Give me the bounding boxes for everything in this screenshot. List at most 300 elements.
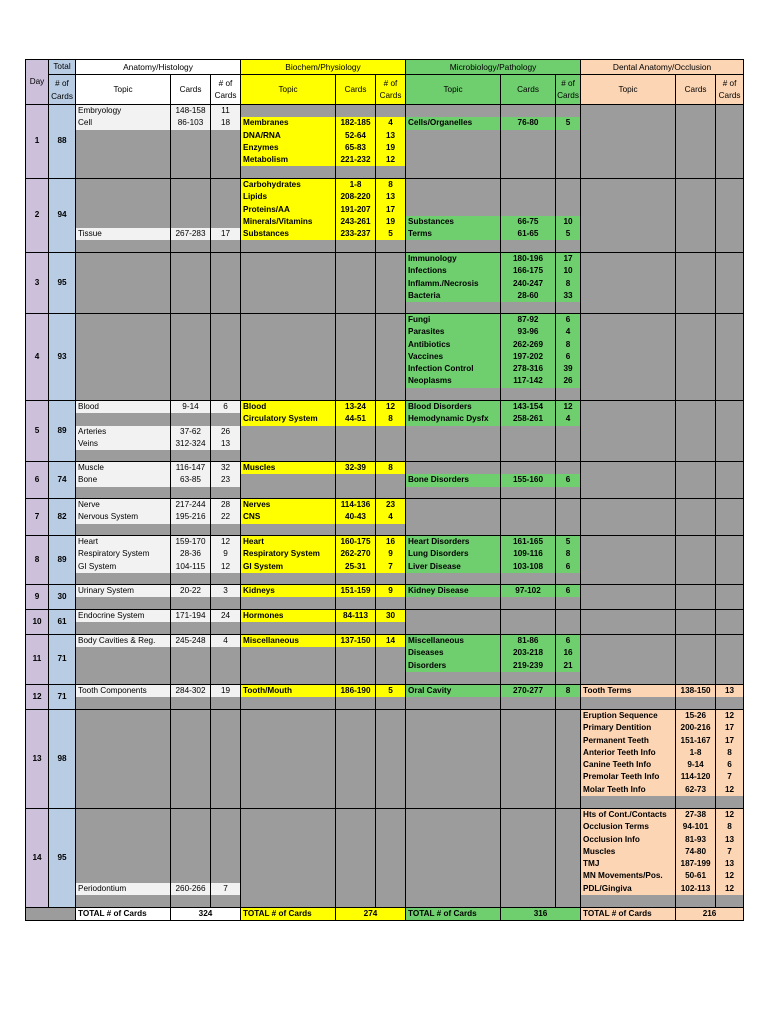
topic-cell — [581, 809, 676, 908]
entry-text: Immunology — [406, 253, 500, 265]
day-row — [26, 253, 744, 314]
entry-text: 9-14 — [676, 759, 715, 771]
day-total-cards: 89 — [49, 536, 76, 585]
empty-slot — [376, 351, 405, 363]
empty-slot — [241, 784, 335, 796]
empty-slot — [171, 154, 210, 166]
topic-cell — [241, 536, 336, 585]
empty-slot — [716, 610, 743, 622]
empty-slot — [241, 363, 335, 375]
empty-slot — [76, 191, 170, 203]
entry-text: Endocrine System — [76, 610, 170, 622]
empty-slot — [716, 265, 743, 277]
empty-slot — [376, 660, 405, 672]
cards-range-cell — [171, 585, 211, 610]
topic-cell — [241, 710, 336, 809]
empty-slot — [76, 759, 170, 771]
entry-text: 62-73 — [676, 784, 715, 796]
entry-text: Substances — [406, 216, 500, 228]
entry-text: 28-36 — [171, 548, 210, 560]
day-number: 4 — [26, 314, 49, 401]
entry-text: GI System — [76, 561, 170, 573]
empty-slot — [676, 363, 715, 375]
empty-slot — [556, 834, 580, 846]
entry-text: 26 — [556, 375, 580, 387]
empty-slot — [501, 722, 555, 734]
empty-slot — [376, 883, 405, 895]
empty-slot — [581, 660, 675, 672]
empty-slot — [556, 722, 580, 734]
empty-slot — [556, 759, 580, 771]
empty-slot — [676, 105, 715, 117]
empty-slot — [336, 834, 375, 846]
entry-text: Permanent Teeth — [581, 735, 675, 747]
entry-text: 4 — [376, 511, 405, 523]
day-total-cards: 93 — [49, 314, 76, 401]
card-count-cell — [716, 253, 744, 314]
empty-slot — [406, 426, 500, 438]
card-count-cell — [556, 710, 581, 809]
empty-slot — [406, 771, 500, 783]
empty-slot — [676, 290, 715, 302]
empty-slot — [211, 660, 240, 672]
entry-text: 12 — [376, 154, 405, 166]
topic-cell — [581, 253, 676, 314]
empty-slot — [241, 710, 335, 722]
entry-text: 138-150 — [676, 685, 715, 697]
cards-range-cell — [336, 462, 376, 499]
empty-slot — [336, 784, 375, 796]
entry-text: 19 — [211, 685, 240, 697]
empty-slot — [376, 858, 405, 870]
cards-range-cell — [171, 610, 211, 635]
empty-slot — [211, 846, 240, 858]
entry-text: Anterior Teeth Info — [581, 747, 675, 759]
entry-text: DNA/RNA — [241, 130, 335, 142]
empty-slot — [676, 351, 715, 363]
cards-range-cell — [336, 401, 376, 462]
entry-text: 5 — [556, 228, 580, 240]
empty-slot — [376, 278, 405, 290]
day-total-cards: 71 — [49, 685, 76, 710]
empty-slot — [581, 647, 675, 659]
entry-text: 7 — [376, 561, 405, 573]
entry-text: 260-266 — [171, 883, 210, 895]
card-count-cell — [716, 105, 744, 179]
col-header-cards: Cards — [676, 75, 716, 105]
entry-text: 171-194 — [171, 610, 210, 622]
cards-range-cell — [676, 314, 716, 401]
empty-slot — [406, 710, 500, 722]
empty-slot — [241, 771, 335, 783]
empty-slot — [241, 253, 335, 265]
empty-slot — [171, 759, 210, 771]
empty-slot — [76, 735, 170, 747]
empty-slot — [676, 278, 715, 290]
empty-slot — [676, 561, 715, 573]
day-total-cards: 82 — [49, 499, 76, 536]
total-label: TOTAL # of Cards — [406, 908, 501, 921]
empty-slot — [716, 536, 743, 548]
entry-text: Inflamm./Necrosis — [406, 278, 500, 290]
cards-range-cell — [171, 179, 211, 253]
empty-slot — [556, 870, 580, 882]
empty-slot — [336, 438, 375, 450]
empty-slot — [501, 834, 555, 846]
entry-text: 159-170 — [171, 536, 210, 548]
day-row — [26, 685, 744, 710]
entry-text: 6 — [556, 585, 580, 597]
entry-text: 10 — [556, 216, 580, 228]
empty-slot — [376, 314, 405, 326]
entry-text: Hts of Cont./Contacts — [581, 809, 675, 821]
topic-cell — [406, 462, 501, 499]
empty-slot — [76, 179, 170, 191]
empty-slot — [211, 363, 240, 375]
entry-text: CNS — [241, 511, 335, 523]
empty-slot — [376, 747, 405, 759]
empty-slot — [716, 117, 743, 129]
empty-slot — [406, 154, 500, 166]
empty-slot — [581, 351, 675, 363]
empty-slot — [376, 339, 405, 351]
entry-text: 12 — [556, 401, 580, 413]
topic-cell — [76, 401, 171, 462]
col-header-num-cards: # of Cards — [716, 75, 744, 105]
entry-text: Nervous System — [76, 511, 170, 523]
empty-slot — [581, 511, 675, 523]
empty-slot — [211, 265, 240, 277]
topic-cell — [241, 462, 336, 499]
entry-text: 1-8 — [676, 747, 715, 759]
empty-slot — [76, 870, 170, 882]
empty-slot — [406, 846, 500, 858]
empty-slot — [716, 339, 743, 351]
entry-text: Hemodynamic Dysfx — [406, 413, 500, 425]
empty-slot — [581, 561, 675, 573]
study-schedule-table — [25, 59, 744, 921]
entry-text: 76-80 — [501, 117, 555, 129]
empty-slot — [171, 375, 210, 387]
entry-text: Circulatory System — [241, 413, 335, 425]
empty-slot — [211, 278, 240, 290]
card-count-cell — [211, 635, 241, 685]
empty-slot — [581, 216, 675, 228]
empty-slot — [716, 474, 743, 486]
empty-slot — [676, 413, 715, 425]
day-number: 5 — [26, 401, 49, 462]
empty-slot — [336, 759, 375, 771]
cards-range-cell — [501, 809, 556, 908]
empty-slot — [676, 462, 715, 474]
total-value: 316 — [501, 908, 581, 921]
empty-slot — [336, 858, 375, 870]
topic-cell — [76, 710, 171, 809]
empty-slot — [676, 130, 715, 142]
empty-slot — [336, 809, 375, 821]
day-number: 2 — [26, 179, 49, 253]
topic-cell — [241, 314, 336, 401]
day-row — [26, 536, 744, 585]
day-row — [26, 462, 744, 499]
empty-slot — [716, 326, 743, 338]
entry-text: Metabolism — [241, 154, 335, 166]
empty-slot — [581, 401, 675, 413]
empty-slot — [581, 130, 675, 142]
topic-cell — [581, 635, 676, 685]
entry-text: 8 — [556, 548, 580, 560]
empty-slot — [211, 130, 240, 142]
cards-range-cell — [171, 314, 211, 401]
empty-slot — [406, 784, 500, 796]
empty-slot — [676, 228, 715, 240]
entry-text: 195-216 — [171, 511, 210, 523]
topic-cell — [241, 685, 336, 710]
empty-slot — [716, 413, 743, 425]
entry-text: 65-83 — [336, 142, 375, 154]
card-count-cell — [211, 809, 241, 908]
day-number: 10 — [26, 610, 49, 635]
empty-slot — [171, 660, 210, 672]
col-header-num-cards: # of Cards — [556, 75, 581, 105]
empty-slot — [336, 278, 375, 290]
entry-text: Neoplasms — [406, 375, 500, 387]
empty-slot — [171, 278, 210, 290]
empty-slot — [581, 610, 675, 622]
empty-slot — [676, 154, 715, 166]
empty-slot — [171, 216, 210, 228]
empty-slot — [241, 870, 335, 882]
entry-text: Proteins/AA — [241, 204, 335, 216]
cards-range-cell — [501, 536, 556, 585]
entry-text: Kidney Disease — [406, 585, 500, 597]
col-header-num-cards: # of Cards — [211, 75, 241, 105]
topic-cell — [76, 462, 171, 499]
empty-slot — [501, 438, 555, 450]
empty-slot — [501, 759, 555, 771]
card-count-cell — [211, 499, 241, 536]
empty-slot — [211, 784, 240, 796]
total-label: TOTAL # of Cards — [241, 908, 336, 921]
entry-text: 74-80 — [676, 846, 715, 858]
empty-slot — [171, 204, 210, 216]
empty-slot — [211, 375, 240, 387]
card-count-cell — [376, 635, 406, 685]
topic-cell — [406, 536, 501, 585]
totals-row — [26, 908, 744, 921]
empty-slot — [556, 846, 580, 858]
entry-text: Vaccines — [406, 351, 500, 363]
empty-slot — [376, 375, 405, 387]
empty-slot — [241, 858, 335, 870]
empty-slot — [171, 265, 210, 277]
empty-slot — [76, 154, 170, 166]
empty-slot — [76, 660, 170, 672]
cards-range-cell — [336, 179, 376, 253]
empty-slot — [76, 265, 170, 277]
empty-slot — [716, 228, 743, 240]
topic-cell — [76, 685, 171, 710]
empty-slot — [376, 722, 405, 734]
empty-slot — [241, 265, 335, 277]
empty-slot — [171, 784, 210, 796]
entry-text: 23 — [211, 474, 240, 486]
entry-text: 5 — [556, 536, 580, 548]
empty-slot — [241, 474, 335, 486]
empty-slot — [336, 474, 375, 486]
empty-slot — [76, 351, 170, 363]
entry-text: 3 — [211, 585, 240, 597]
entry-text: 262-270 — [336, 548, 375, 560]
empty-slot — [501, 747, 555, 759]
card-count-cell — [716, 179, 744, 253]
entry-text: Muscle — [76, 462, 170, 474]
empty-slot — [501, 426, 555, 438]
card-count-cell — [376, 499, 406, 536]
empty-slot — [716, 499, 743, 511]
topic-cell — [581, 179, 676, 253]
empty-slot — [241, 438, 335, 450]
entry-text: Embryology — [76, 105, 170, 117]
empty-slot — [676, 375, 715, 387]
empty-slot — [406, 735, 500, 747]
entry-text: Enzymes — [241, 142, 335, 154]
entry-text: Miscellaneous — [406, 635, 500, 647]
empty-slot — [171, 363, 210, 375]
entry-text: 9 — [211, 548, 240, 560]
empty-slot — [556, 179, 580, 191]
card-count-cell — [556, 585, 581, 610]
topic-cell — [76, 635, 171, 685]
empty-slot — [406, 722, 500, 734]
empty-slot — [501, 179, 555, 191]
empty-slot — [716, 130, 743, 142]
empty-slot — [676, 426, 715, 438]
empty-slot — [556, 511, 580, 523]
entry-text: 6 — [716, 759, 743, 771]
entry-text: 208-220 — [336, 191, 375, 203]
empty-slot — [676, 191, 715, 203]
col-header-cards: Cards — [171, 75, 211, 105]
empty-slot — [716, 438, 743, 450]
entry-text: 28 — [211, 499, 240, 511]
entry-text: 8 — [556, 339, 580, 351]
empty-slot — [336, 722, 375, 734]
day-total-cards: 88 — [49, 105, 76, 179]
card-count-cell — [716, 685, 744, 710]
entry-text: 37-62 — [171, 426, 210, 438]
empty-slot — [171, 771, 210, 783]
cards-range-cell — [501, 462, 556, 499]
entry-text: 30 — [376, 610, 405, 622]
empty-slot — [716, 375, 743, 387]
cards-range-cell — [171, 105, 211, 179]
entry-text: 86-103 — [171, 117, 210, 129]
entry-text: Respiratory System — [241, 548, 335, 560]
entry-text: 186-190 — [336, 685, 375, 697]
empty-slot — [171, 846, 210, 858]
empty-slot — [716, 426, 743, 438]
empty-slot — [581, 265, 675, 277]
card-count-cell — [211, 253, 241, 314]
empty-slot — [76, 784, 170, 796]
entry-text: 240-247 — [501, 278, 555, 290]
empty-slot — [716, 363, 743, 375]
entry-text: 191-207 — [336, 204, 375, 216]
col-header-cards: Cards — [336, 75, 376, 105]
empty-slot — [676, 660, 715, 672]
empty-slot — [556, 771, 580, 783]
empty-slot — [406, 858, 500, 870]
empty-slot — [716, 401, 743, 413]
empty-slot — [241, 314, 335, 326]
card-count-cell — [211, 536, 241, 585]
col-header-topic: Topic — [241, 75, 336, 105]
topic-cell — [406, 105, 501, 179]
empty-slot — [76, 290, 170, 302]
empty-slot — [336, 105, 375, 117]
cards-range-cell — [336, 610, 376, 635]
card-count-cell — [376, 179, 406, 253]
entry-text: 87-92 — [501, 314, 555, 326]
entry-text: Cells/Organelles — [406, 117, 500, 129]
empty-slot — [676, 548, 715, 560]
entry-text: Muscles — [241, 462, 335, 474]
card-count-cell — [211, 585, 241, 610]
entry-text: 6 — [556, 474, 580, 486]
day-number: 11 — [26, 635, 49, 685]
entry-text: 97-102 — [501, 585, 555, 597]
empty-slot — [501, 130, 555, 142]
empty-slot — [376, 647, 405, 659]
empty-slot — [171, 314, 210, 326]
entry-text: Parasites — [406, 326, 500, 338]
entry-text: 32 — [211, 462, 240, 474]
cards-range-cell — [171, 499, 211, 536]
empty-slot — [556, 154, 580, 166]
empty-slot — [556, 710, 580, 722]
topic-cell — [76, 809, 171, 908]
cards-range-cell — [676, 499, 716, 536]
empty-slot — [241, 809, 335, 821]
cards-range-cell — [676, 179, 716, 253]
empty-slot — [376, 735, 405, 747]
topic-cell — [76, 253, 171, 314]
cards-range-cell — [676, 401, 716, 462]
empty-slot — [171, 351, 210, 363]
empty-slot — [376, 105, 405, 117]
entry-text: 102-113 — [676, 883, 715, 895]
entry-text: Urinary System — [76, 585, 170, 597]
empty-slot — [676, 265, 715, 277]
entry-text: 9-14 — [171, 401, 210, 413]
empty-slot — [171, 130, 210, 142]
empty-slot — [171, 834, 210, 846]
empty-slot — [501, 610, 555, 622]
cards-range-cell — [501, 685, 556, 710]
empty-slot — [376, 426, 405, 438]
empty-slot — [676, 401, 715, 413]
cards-range-cell — [171, 253, 211, 314]
topic-cell — [581, 585, 676, 610]
entry-text: PDL/Gingiva — [581, 883, 675, 895]
empty-slot — [676, 216, 715, 228]
entry-text: Occlusion Terms — [581, 821, 675, 833]
topic-cell — [406, 499, 501, 536]
entry-text: 10 — [556, 265, 580, 277]
empty-slot — [211, 216, 240, 228]
empty-slot — [716, 561, 743, 573]
